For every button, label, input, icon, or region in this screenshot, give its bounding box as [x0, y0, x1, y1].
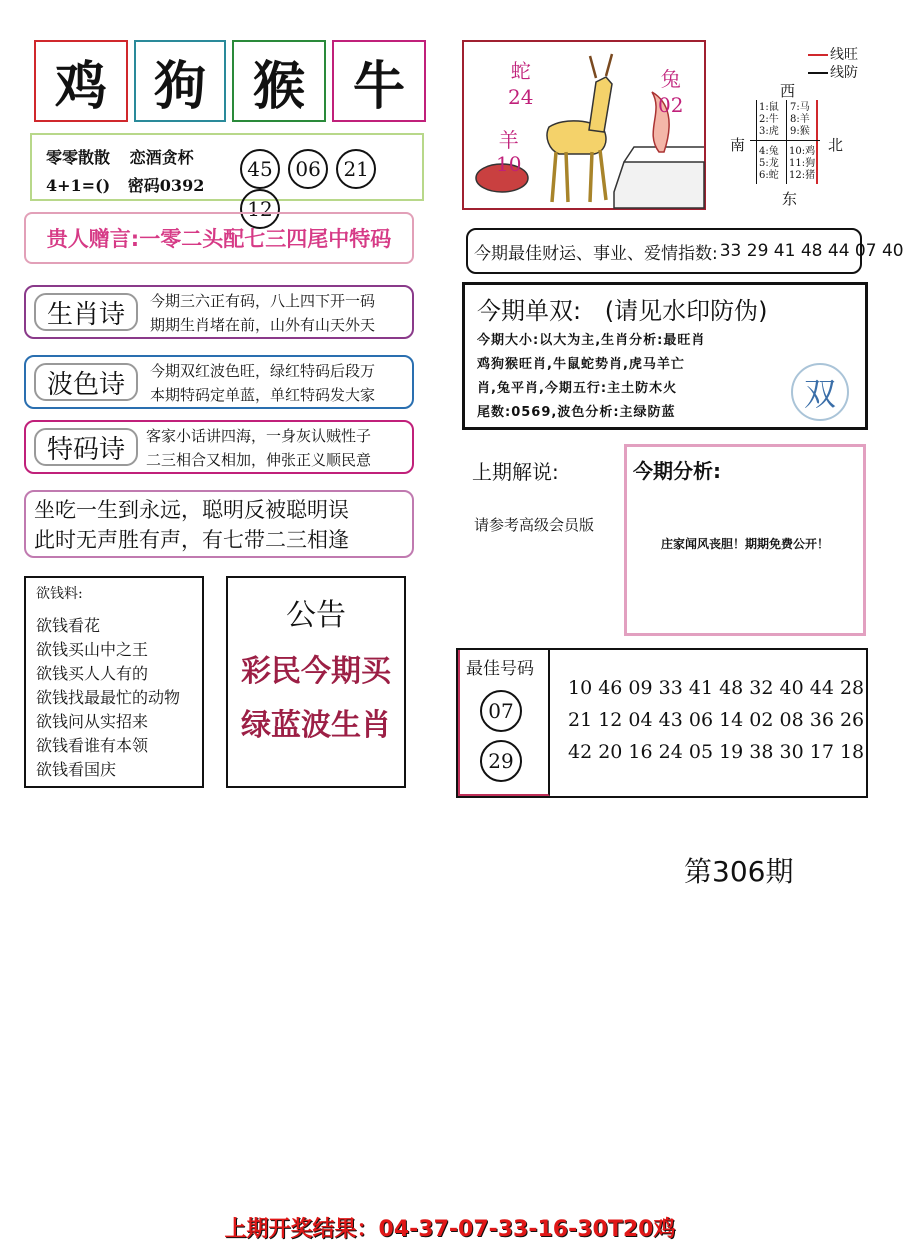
notice-line: 绿蓝波生肖 [241, 708, 391, 743]
compass-cell [789, 146, 815, 182]
zodiac-box-2 [134, 40, 226, 122]
notice-title: 公告 [286, 598, 346, 633]
money-item: 欲钱看国庆 [36, 760, 117, 779]
poem-line: 今期双红波色旺，绿红特码后段万 [150, 362, 376, 380]
cell-text: 8:羊 [790, 114, 810, 125]
danshuang-line: 今期大小:以大为主,生肖分析:最旺肖 [477, 333, 706, 348]
poem-lines [150, 289, 375, 337]
money-item: 欲钱买人人有的 [36, 664, 149, 683]
zodiac-box-1 [34, 40, 128, 122]
cell-text: 7:马 [790, 102, 810, 113]
poem-line: 今期三六正有码，八上四下开一码 [150, 292, 376, 310]
fortune-label: 今期最佳财运、事业、爱情指数: [474, 243, 718, 264]
poem-line: 期期生肖堵在前，山外有山天外天 [150, 316, 376, 334]
compass-divider [816, 100, 818, 184]
slogan-box [24, 490, 414, 558]
issue-number: 第306期 [684, 855, 794, 888]
rabbit-label [658, 66, 683, 118]
zodiac-char: 鸡 [54, 56, 107, 117]
money-box [24, 576, 204, 788]
compass-south: 南 [730, 136, 746, 154]
money-item: 欲钱问从实招来 [36, 712, 149, 731]
danshuang-text [477, 329, 705, 425]
slogan-line: 坐吃一生到永远，聪明反被聪明误 [34, 498, 349, 522]
info-text: 密码0392 [127, 176, 205, 195]
compass-east: 东 [782, 190, 798, 208]
last-period-title: 上期解说: [472, 460, 559, 484]
cell-text: 11:狗 [789, 158, 816, 169]
compass-divider [756, 100, 757, 184]
zodiac-char: 牛 [352, 56, 405, 117]
cell-text: 6:蛇 [759, 170, 779, 181]
zodiac-char: 猴 [252, 56, 305, 117]
notice-line: 彩民今期买 [241, 654, 391, 689]
label-text: 羊 [498, 128, 519, 152]
money-item: 欲钱买山中之王 [36, 640, 149, 659]
poem-tag: 特码诗 [34, 428, 138, 466]
fortune-box [466, 228, 904, 274]
cell-text: 2:牛 [759, 114, 779, 125]
legend-text: 线防 [830, 65, 858, 81]
danshuang-header [477, 291, 767, 326]
last-result: 上期开奖结果：04-37-07-33-16-30T20鸡 [224, 1217, 676, 1242]
top-info-box [30, 133, 424, 221]
poem-box-bose [24, 355, 414, 409]
zodiac-box-4 [332, 40, 426, 122]
money-item: 欲钱看花 [36, 616, 101, 635]
best-row: 21 12 04 43 06 14 02 08 36 26 [568, 709, 865, 731]
info-text: 恋酒贪杯 [129, 148, 194, 167]
money-item: 欲钱找最最忙的动物 [36, 688, 181, 707]
compass-cell [759, 102, 779, 138]
cell-text: 12:猪 [789, 170, 816, 181]
legend-item [808, 46, 858, 64]
legend-text: 线旺 [830, 47, 858, 63]
cell-text: 4:兔 [759, 146, 779, 157]
cell-text: 9:猴 [790, 126, 810, 137]
info-line-1 [46, 145, 194, 168]
notice-box [226, 576, 406, 788]
poem-box-tema [24, 420, 414, 474]
poem-lines [146, 424, 371, 472]
zodiac-char: 狗 [153, 56, 206, 117]
cell-text: 3:虎 [759, 126, 779, 137]
poem-box-shengxiao [24, 285, 414, 339]
fortune-numbers: 33 29 41 48 44 07 40 [719, 241, 904, 261]
last-period-note: 请参考高级会员版 [474, 516, 595, 534]
best-numbers-box [456, 648, 868, 798]
best-grid [568, 672, 864, 768]
compass-divider [786, 100, 787, 184]
goat-label [496, 128, 521, 176]
slogan-line: 此时无声胜有声，有七带二三相逢 [34, 528, 349, 552]
danshuang-title: 今期单双: [477, 297, 582, 325]
picture-box [462, 40, 706, 210]
compass-cell [790, 102, 810, 138]
cell-text: 10:鸡 [789, 146, 816, 157]
best-title: 最佳号码 [466, 659, 534, 679]
line-legend [808, 46, 858, 82]
compass-cell [759, 146, 779, 182]
cell-text: 5:龙 [759, 158, 779, 169]
number-circle: 06 [288, 149, 328, 189]
money-item: 欲钱看谁有本领 [36, 736, 149, 755]
danshuang-box [462, 282, 868, 430]
poem-line: 客家小话讲四海，一身灰认贼性子 [146, 427, 372, 445]
shuang-stamp: 双 [791, 363, 849, 421]
danshuang-line: 肖,兔平肖,今期五行:主土防木火 [477, 381, 678, 396]
analysis-box [624, 444, 866, 636]
info-text: 零零散散 [46, 148, 111, 167]
best-pick-circle: 07 [480, 690, 522, 732]
compass-divider [750, 140, 820, 141]
label-text: 兔 [660, 67, 681, 91]
money-title: 欲钱料: [36, 586, 83, 602]
number-circle: 12 [240, 189, 280, 229]
poem-line: 本期特码定单蓝，单红特码发大家 [150, 386, 376, 404]
compass-north: 北 [828, 136, 844, 154]
poem-lines [150, 359, 375, 407]
info-line-2 [46, 173, 204, 196]
poem-tag: 波色诗 [34, 363, 138, 401]
label-text: 蛇 [510, 59, 531, 83]
compass-west: 西 [780, 82, 796, 100]
analysis-title: 今期分析: [633, 459, 721, 483]
label-num: 10 [496, 152, 522, 176]
best-picks-column [458, 650, 550, 796]
poem-tag: 生肖诗 [34, 293, 138, 331]
danshuang-line: 鸡狗猴旺肖,牛鼠蛇势肖,虎马羊亡 [477, 357, 685, 372]
info-text: 4+1=() [46, 176, 111, 195]
zodiac-box-3 [232, 40, 326, 122]
best-pick-circle: 29 [480, 740, 522, 782]
guiren-text: 贵人赠言:一零二头配七三四尾中特码 [46, 227, 392, 251]
compass [728, 80, 848, 210]
snake-label [508, 58, 533, 110]
analysis-text: 庄家闻风丧胆！期期免费公开！ [660, 537, 829, 551]
guiren-banner [24, 212, 414, 264]
best-row: 10 46 09 33 41 48 32 40 44 28 [568, 677, 865, 699]
label-num: 24 [508, 85, 534, 109]
number-circle: 21 [336, 149, 376, 189]
poem-line: 二三相合又相加，伸张正义顺民意 [146, 451, 372, 469]
best-row: 42 20 16 24 05 19 38 30 17 18 [568, 741, 865, 763]
danshuang-subtitle: (请见水印防伪) [604, 297, 768, 325]
danshuang-line: 尾数:0569,波色分析:主绿防蓝 [477, 405, 676, 420]
cell-text: 1:鼠 [759, 102, 779, 113]
number-circle: 45 [240, 149, 280, 189]
label-num: 02 [658, 93, 684, 117]
